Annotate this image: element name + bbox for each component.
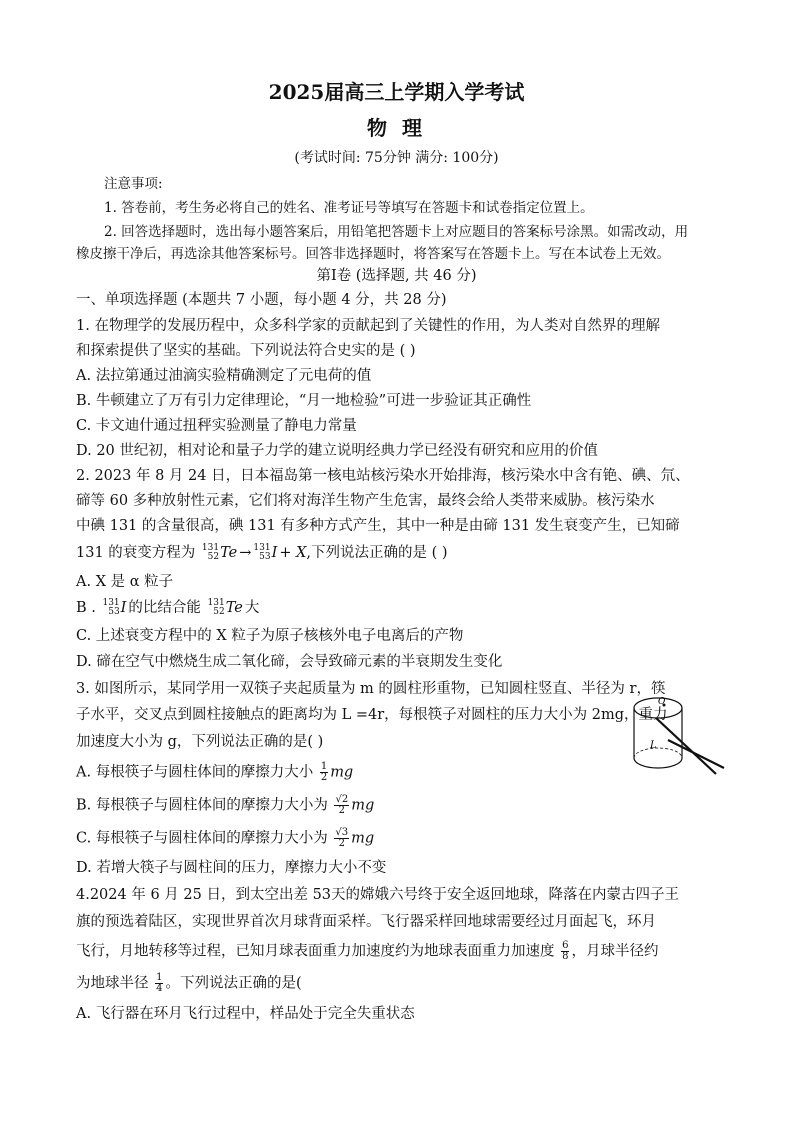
subject-title: 物 理 [367,116,426,140]
nuclide-te-b: 131 52 Te [207,598,243,617]
exam-info: (考试时间: 75分钟 满分: 100分) [294,150,499,166]
q2-option-a: A. X 是 α 粒子 [76,574,174,590]
notice-item-2a: 2. 回答选择题时，选出每小题答案后，用铅笔把答题卡上对应题目的答案标号涂黑。如需改动，用 [104,224,689,240]
q4-stem-2: 旗的预选着陆区，实现世界首次月球背面采样。飞行器采样回地球需要经过月面起飞，环月 [76,914,656,930]
q3-option-a: A. 每根筷子与圆柱体间的摩擦力大小 $\frac{1}{2}$ mg [76,761,354,783]
q3-stem-2: 子水平，交叉点到圆柱接触点的距离均为 L =4r，每根筷子对圆柱的压力大小为 2mg，重力 [76,707,668,723]
q4-option-a: A. 飞行器在环月飞行过程中，样品处于完全失重状态 [76,1006,415,1022]
cylinder-bottom-arc [634,758,682,768]
q1-option-a: A. 法拉第通过油滴实验精确测定了元电荷的值 [76,368,372,384]
q1-stem-2: 和探索提供了坚实的基础。下列说法符合史实的是 ( ) [76,343,416,359]
notice-item-2b: 橡皮擦干净后，再选涂其他答案标号。回答非选择题时，将答案写在答题卡上。写在本试卷上无效。 [76,246,670,262]
fig-label-o: O [658,697,666,707]
volume-heading: 第Ⅰ卷 (选择题, 共 46 分) [316,268,477,284]
q2-stem-1: 2. 2023 年 8 月 24 日，日本福岛第一核电站核污染水开始排海，核污染水中含有铯、碘、氘、 [76,468,690,484]
q1-option-d: D. 20 世纪初，相对论和量子力学的建立说明经典力学已经没有研究和应用的价值 [76,443,598,459]
q3-option-d: D. 若增大筷子与圆柱间的压力，摩擦力大小不变 [76,860,387,876]
q3-option-c: C. 每根筷子与圆柱体间的摩擦力大小为 $\frac{√3}{2}$ mg [76,827,375,849]
q4-stem-1: 4.2024 年 6 月 25 日，到太空出差 53天的嫦娥六号终于安全返回地球，降落在内蒙古四子王 [76,887,680,903]
exam-title: 2025届高三上学期入学考试 [268,80,525,104]
q1-stem-1: 1. 在物理学的发展历程中，众多科学家的贡献起到了关键性的作用，为人类对自然界的理解 [76,318,660,334]
q4-stem-3: 飞行，月地转移等过程，已知月球表面重力加速度约为地球表面重力加速度 $\frac{6}{8}$ ，月球半径约 [76,940,659,962]
notice-item-1: 1. 答卷前，考生务必将自己的姓名、准考证号等填写在答题卡和试卷指定位置上。 [104,200,594,216]
q2-stem-4-post: ,下列说法正确的是 ( ) [306,545,448,561]
nuclide-i: 131 53 I [253,543,278,562]
q3-option-b: B. 每根筷子与圆柱体间的摩擦力大小为 $\frac{√2}{2}$ mg [76,794,375,816]
q1-option-b: B. 牛顿建立了万有引力定律理论，“月一地检验”可进一步验证其正确性 [76,393,532,409]
cylinder-chopsticks-figure [620,680,730,790]
fig-label-l: L [650,740,657,751]
q2-stem-2: 碲等 60 多种放射性元素，它们将对海洋生物产生危害，最终会给人类带来威胁。核污染水 [76,493,655,509]
q2-option-c: C. 上述衰变方程中的 X 粒子为原子核核外电子电离后的产物 [76,628,464,644]
cylinder-bottom-hidden [634,748,682,758]
chopstick-1 [656,718,716,774]
nuclide-te: 131 52 Te [201,543,238,562]
q1-option-c: C. 卡文迪什通过扭秤实验测量了静电力常量 [76,418,357,434]
q2-option-d: D. 碲在空气中燃烧生成二氧化碲，会导致碲元素的半衰期发生变化 [76,654,503,670]
decay-product-x: + X [279,545,307,561]
q2-stem-3: 中碘 131 的含量很高，碘 131 有多种方式产生，其中一种是由碲 131 发生衰变产生，已知碲 [76,518,680,534]
decay-arrow: → [239,545,252,561]
q2-stem-4-pre: 131 的衰变方程为 [76,545,196,561]
notice-heading: 注意事项: [104,176,163,192]
q3-stem-3: 加速度大小为 g，下列说法正确的是( ) [76,734,324,750]
q2-option-b: B . 131 53 I 的比结合能 131 52 Te 大 [76,598,260,617]
nuclide-i-b: 131 53 I [102,598,127,617]
q4-stem-4: 为地球半径 $\frac{1}{4}$ 。下列说法正确的是( [76,972,302,994]
part-heading: 一、单项选择题 (本题共 7 小题，每小题 4 分，共 28 分) [76,292,447,308]
q3-stem-1: 3. 如图所示，某同学用一双筷子夹起质量为 m 的圆柱形重物，已知圆柱竖直、半径为 r，筷 [76,681,666,697]
q2-stem-4 [76,543,718,563]
